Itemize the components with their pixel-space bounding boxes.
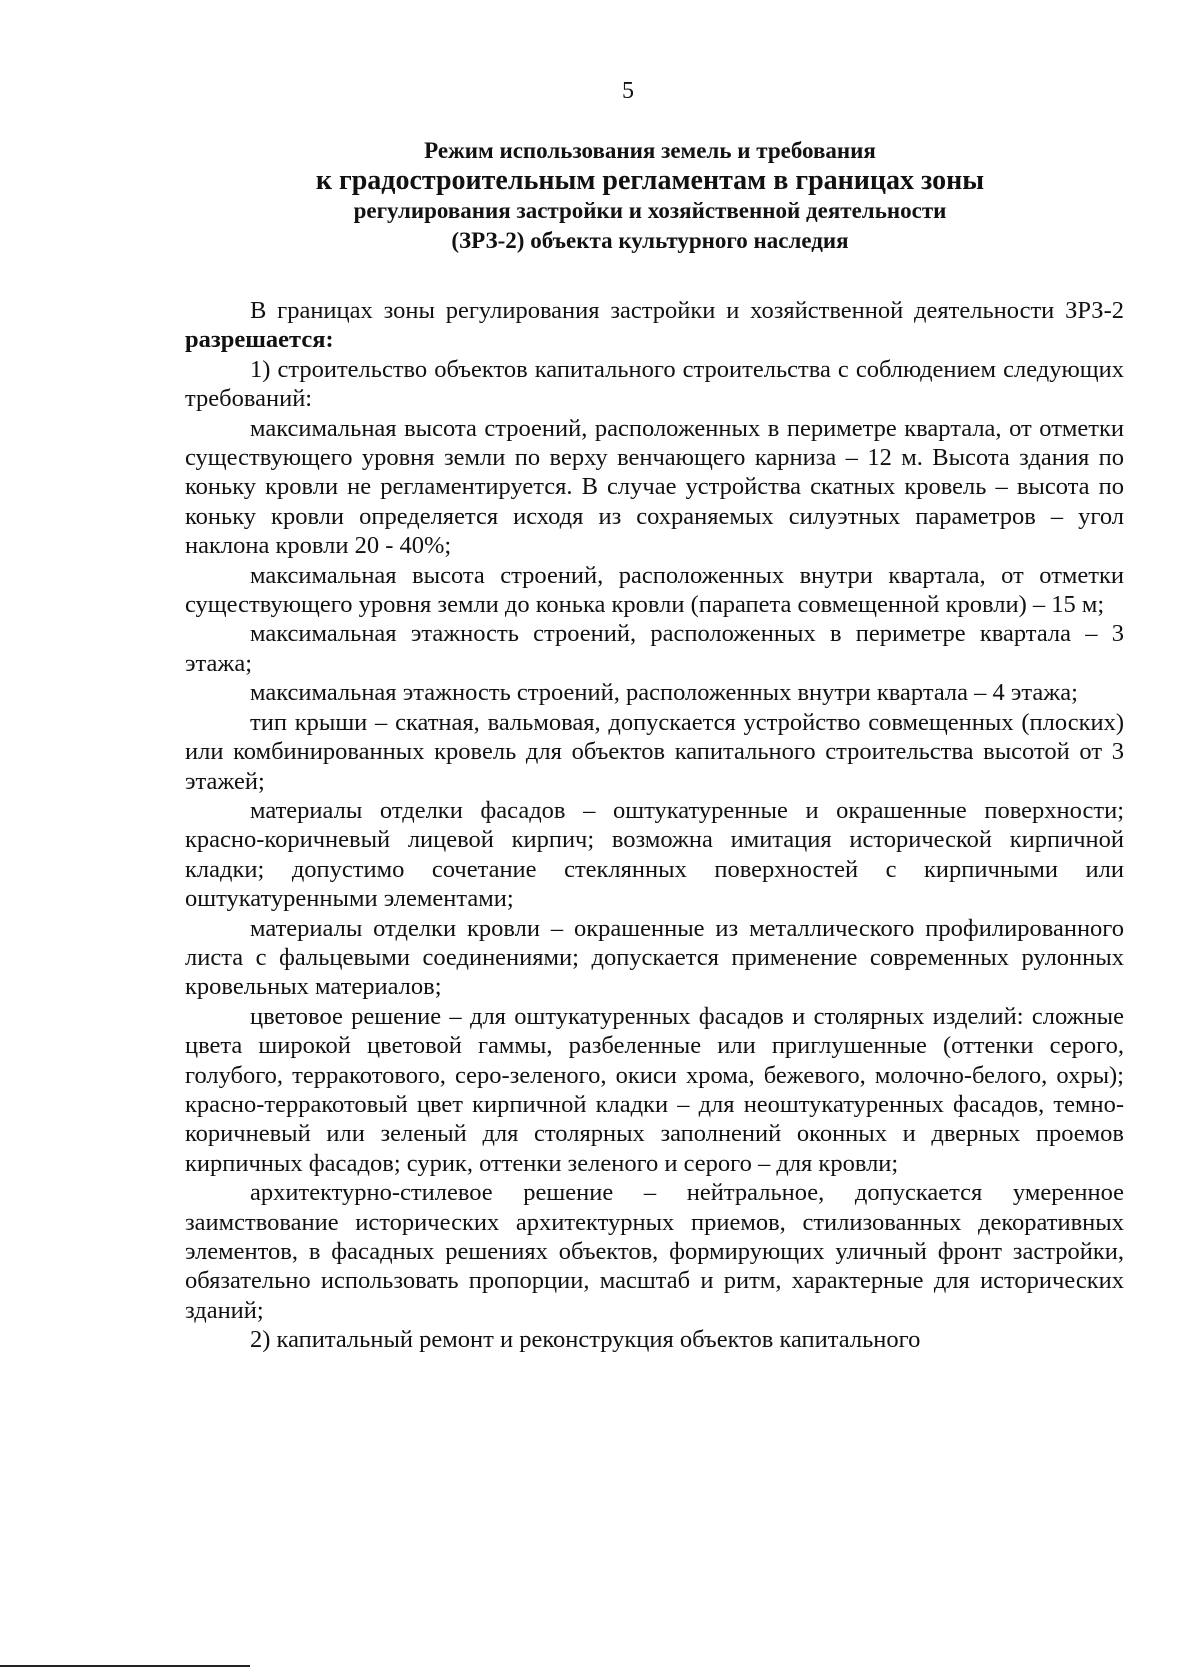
title-line-1: Режим использования земель и требования (424, 138, 876, 163)
title-line-2: к градостроительным регламентам в границах зоны (315, 165, 985, 196)
document-body (185, 296, 1124, 1355)
paragraph-roof-materials: материалы отделки кровли – окрашенные из металлического профилированного листа с фальцевыми соединениями; допускается применение современных рулонных кровельных материалов; (185, 914, 1124, 1001)
paragraph-item-2: 2) капитальный ремонт и реконструкция объектов капитального (250, 1326, 921, 1354)
paragraph-item-1: 1) строительство объектов капитального строительства с соблюдением следующих требований: (185, 355, 1124, 413)
paragraph-max-floors-perimeter: максимальная этажность строений, расположенных в периметре квартала – 3 этажа; (185, 620, 1124, 677)
paragraph-color-solution: цветовое решение – для оштукатуренных фасадов и столярных изделий: сложные цвета широкой цветовой гаммы, разбеленные или приглушенные (оттенки серого, голубого, терракотового, серо-зеленого, окиси хрома, бежевого, молочно-белого, охры); красно-терракотовый цвет кирпичной кладки – для неоштукатуренных фасадов, темно-коричневый или зеленый для столярных заполнений оконных и дверных проемов кирпичных фасадов; сурик, оттенки зеленого и серого – для кровли; (185, 1002, 1124, 1177)
paragraph-roof-type: тип крыши – скатная, вальмовая, допускается устройство совмещенных (плоских) или комбинированных кровель для объектов капитального строительства высотой от 3 этажей; (185, 708, 1124, 795)
title-line-3: регулирования застройки и хозяйственной деятельности (353, 198, 947, 223)
page-number: 5 (622, 78, 634, 104)
paragraph-max-height-perimeter: максимальная высота строений, расположенных в периметре квартала, от отметки существующего уровня земли по верху венчающего карниза – 12 м. Высота здания по коньку кровли не регламентируется. В случае устройства скатных кровель – высота по коньку кровли определяется исходя из сохраняемых силуэтных параметров – угол наклона кровли 20 - 40%; (185, 414, 1124, 560)
title-line-4: (ЗРЗ-2) объекта культурного наследия (451, 228, 849, 253)
intro-bold-text: разрешается: (185, 326, 334, 354)
intro-text: В границах зоны регулирования застройки и хозяйственной деятельности ЗРЗ-2 (250, 297, 1124, 324)
paragraph-facade-materials: материалы отделки фасадов – оштукатуренные и окрашенные поверхности; красно-коричневый лицевой кирпич; возможна имитация исторической кирпичной кладки; допустимо сочетание стеклянных поверхностей с кирпичными или оштукатуренными элементами; (185, 796, 1124, 913)
paragraph-max-floors-inside: максимальная этажность строений, расположенных внутри квартала – 4 этажа; (250, 679, 1078, 707)
intro-paragraph (185, 296, 1124, 355)
paragraph-architectural-style: архитектурно-стилевое решение – нейтральное, допускается умеренное заимствование исторических архитектурных приемов, стилизованных декоративных элементов, в фасадных решениях объектов, формирующих уличный фронт застройки, обязательно использовать пропорции, масштаб и ритм, характерные для исторических зданий; (185, 1179, 1124, 1324)
footer-divider (0, 1665, 250, 1667)
document-title (160, 136, 1140, 256)
paragraph-max-height-inside: максимальная высота строений, расположенных внутри квартала, от отметки существующего уровня земли до конька кровли (парапета совмещенной кровли) – 15 м; (185, 561, 1124, 619)
